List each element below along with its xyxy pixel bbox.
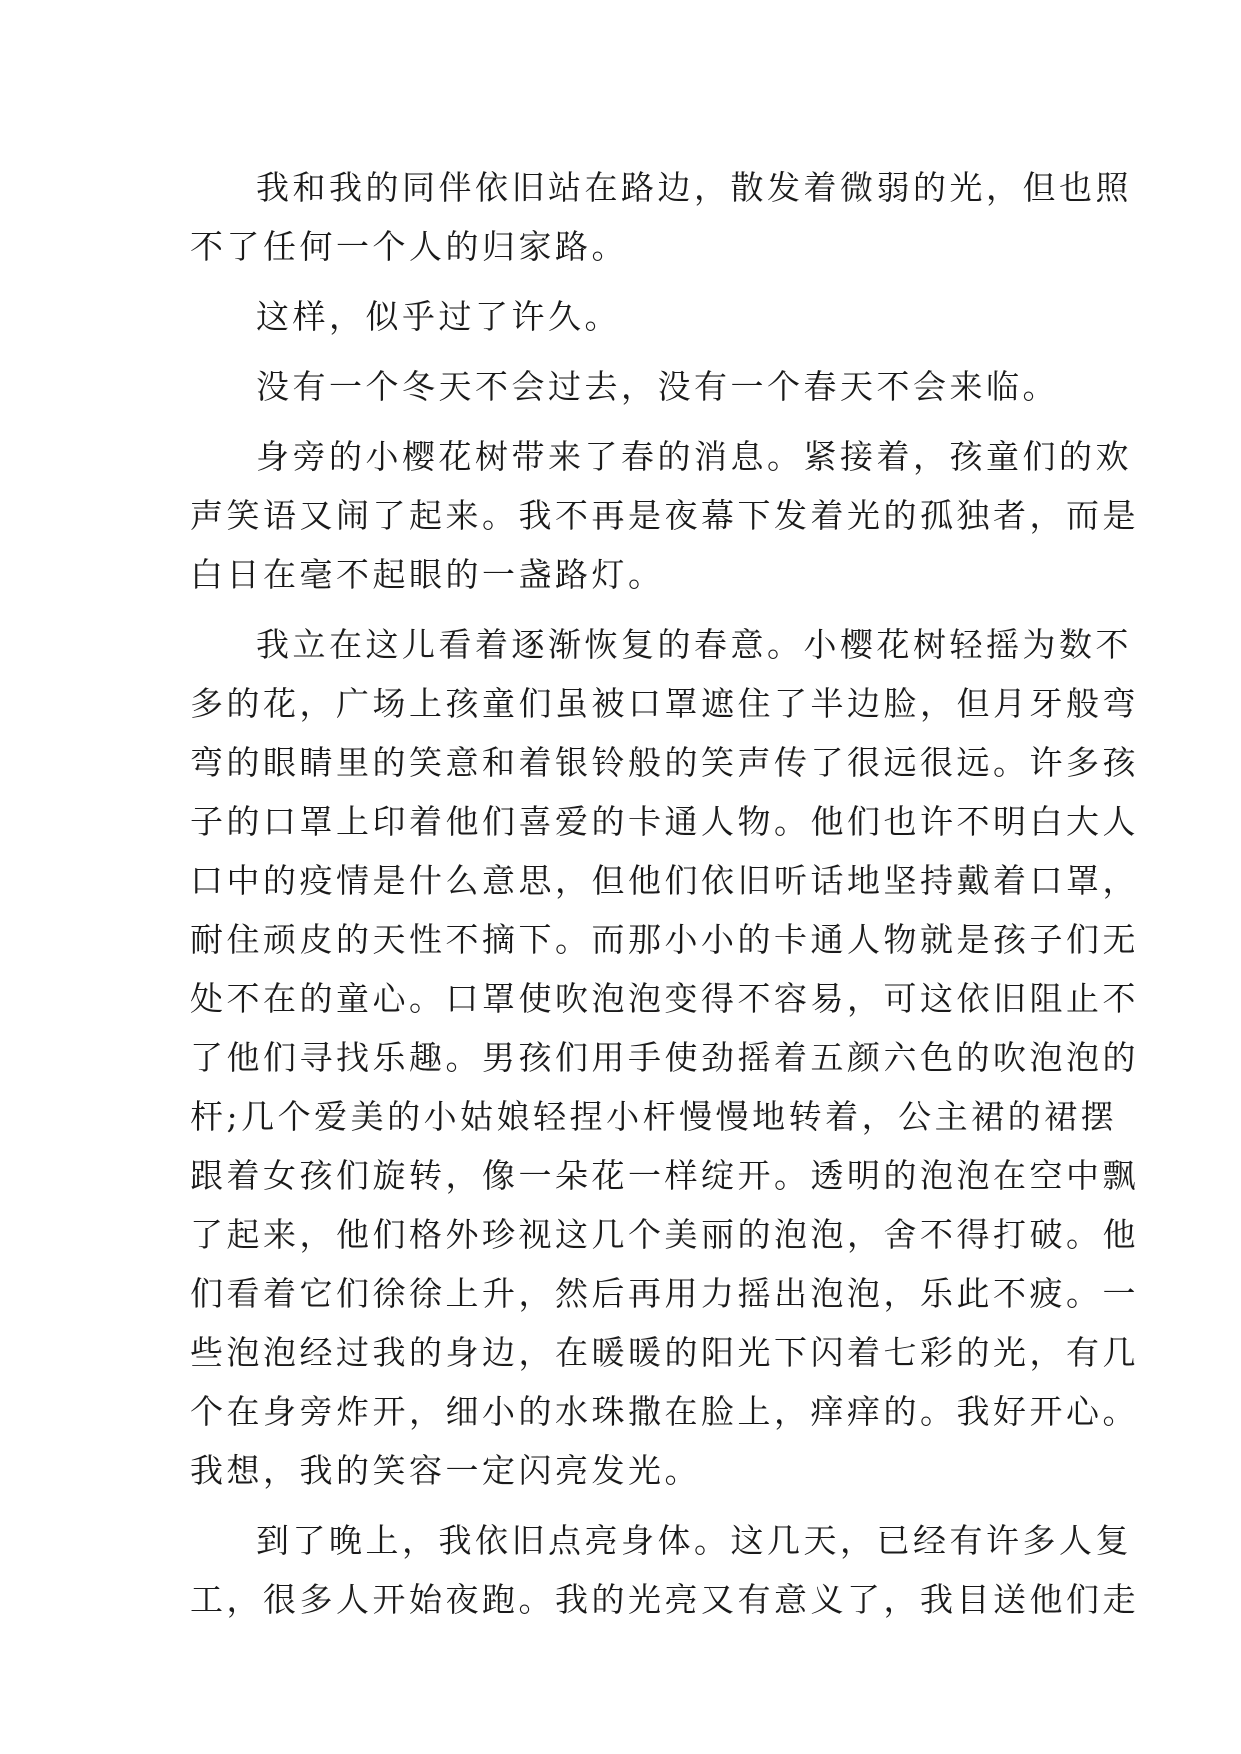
- text-line: 多的花，广场上孩童们虽被口罩遮住了半边脸，但月牙般弯: [190, 684, 1139, 723]
- text-line: 们看着它们徐徐上升，然后再用力摇出泡泡，乐此不疲。一: [190, 1274, 1139, 1313]
- text-line: 白日在毫不起眼的一盏路灯。: [190, 555, 665, 594]
- paragraph: [190, 427, 1139, 604]
- text-line: 身旁的小樱花树带来了春的消息。紧接着，孩童们的欢: [256, 437, 1132, 476]
- text-line: 杆;几个爱美的小姑娘轻捏小杆慢慢地转着，公主裙的裙摆: [190, 1097, 1118, 1136]
- text-line: 到了晚上，我依旧点亮身体。这几天，已经有许多人复: [256, 1521, 1132, 1560]
- paragraph: [190, 1511, 1139, 1629]
- paragraph: [190, 615, 1139, 1500]
- text-line: 处不在的童心。口罩使吹泡泡变得不容易，可这依旧阻止不: [190, 979, 1139, 1018]
- text-line: 个在身旁炸开，细小的水珠撒在脸上，痒痒的。我好开心。: [190, 1392, 1139, 1431]
- text-line: 子的口罩上印着他们喜爱的卡通人物。他们也许不明白大人: [190, 802, 1139, 841]
- text-line: 弯的眼睛里的笑意和着银铃般的笑声传了很远很远。许多孩: [190, 743, 1139, 782]
- text-line: 我想，我的笑容一定闪亮发光。: [190, 1451, 701, 1490]
- text-line: 不了任何一个人的归家路。: [190, 227, 628, 266]
- paragraph: [190, 158, 1132, 276]
- text-line: 这样，似乎过了许久。: [256, 297, 621, 336]
- text-line: 口中的疫情是什么意思，但他们依旧听话地坚持戴着口罩，: [190, 861, 1139, 900]
- text-line: 我和我的同伴依旧站在路边，散发着微弱的光，但也照: [256, 168, 1132, 207]
- text-line: 了他们寻找乐趣。男孩们用手使劲摇着五颜六色的吹泡泡的: [190, 1038, 1139, 1077]
- body-text: [190, 158, 1139, 1629]
- text-line: 耐住顽皮的天性不摘下。而那小小的卡通人物就是孩子们无: [190, 920, 1139, 959]
- paragraph: [190, 287, 1060, 346]
- text-line: 没有一个冬天不会过去，没有一个春天不会来临。: [256, 367, 1059, 406]
- text-line: 声笑语又闹了起来。我不再是夜幕下发着光的孤独者，而是: [190, 496, 1139, 535]
- text-line: 跟着女孩们旋转，像一朵花一样绽开。透明的泡泡在空中飘: [190, 1156, 1139, 1195]
- text-line: 些泡泡经过我的身边，在暖暖的阳光下闪着七彩的光，有几: [190, 1333, 1139, 1372]
- text-line: 我立在这儿看着逐渐恢复的春意。小樱花树轻摇为数不: [256, 625, 1132, 664]
- text-line: 工，很多人开始夜跑。我的光亮又有意义了，我目送他们走: [190, 1580, 1139, 1619]
- text-line: 了起来，他们格外珍视这几个美丽的泡泡，舍不得打破。他: [190, 1215, 1139, 1254]
- paragraph: [190, 357, 1060, 416]
